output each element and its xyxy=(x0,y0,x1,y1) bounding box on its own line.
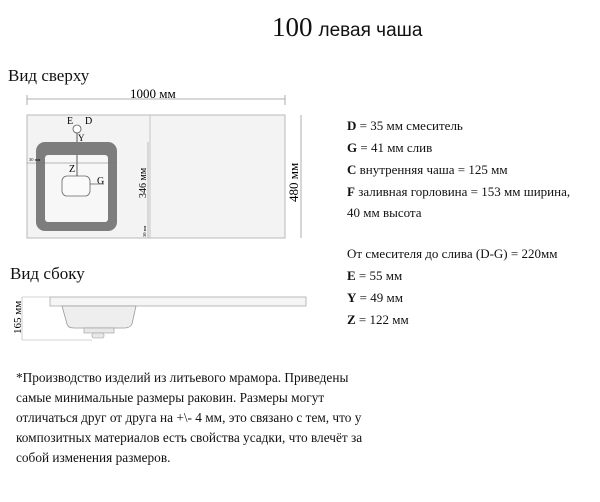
width-dim: 1000 мм xyxy=(130,86,176,101)
svg-text:Y: Y xyxy=(78,133,85,143)
side-view-label: Вид сбоку xyxy=(10,264,85,283)
title-text: левая чаша xyxy=(318,20,423,41)
svg-text:346 мм: 346 мм xyxy=(138,167,149,198)
svg-text:30 мм: 30 мм xyxy=(142,225,147,237)
spec-f: F заливная горловина = 153 мм ширина, xyxy=(347,184,571,199)
spec-f-height: 40 мм высота xyxy=(347,205,422,220)
spec-d: D = 35 мм смеситель xyxy=(347,118,463,133)
spec-e: E = 55 мм xyxy=(347,268,403,283)
svg-text:E: E xyxy=(67,116,74,127)
depth-dim: 480 мм xyxy=(286,162,301,202)
spec-z: Z = 122 мм xyxy=(347,312,409,327)
svg-text:G: G xyxy=(97,176,105,187)
side-view-drawing xyxy=(0,290,320,350)
height-dim: 165 мм xyxy=(12,300,24,334)
svg-text:Z: Z xyxy=(69,164,76,175)
svg-text:30 мм: 30 мм xyxy=(29,157,41,162)
svg-text:D: D xyxy=(85,116,93,127)
production-note: *Производство изделий из литьевого мрамора. Приведены самые минимальные размеры раковин. Размеры могут отличаться друг от друга на +\- 4 мм, это связано с тем, что у композитных материалов есть свойства усадки, что влечёт за собой изменения размеров. xyxy=(16,370,363,465)
spec-y: Y = 49 мм xyxy=(347,290,403,305)
spec-dg: От смесителя до слива (D-G) = 220мм xyxy=(347,246,558,261)
top-view-label: Вид сверху xyxy=(8,66,90,85)
top-view-drawing xyxy=(0,80,320,250)
title-number: 100 xyxy=(272,12,313,42)
spec-c: C внутренняя чаша = 125 мм xyxy=(347,162,508,177)
page-title xyxy=(272,12,422,43)
spec-g: G = 41 мм слив xyxy=(347,140,433,155)
